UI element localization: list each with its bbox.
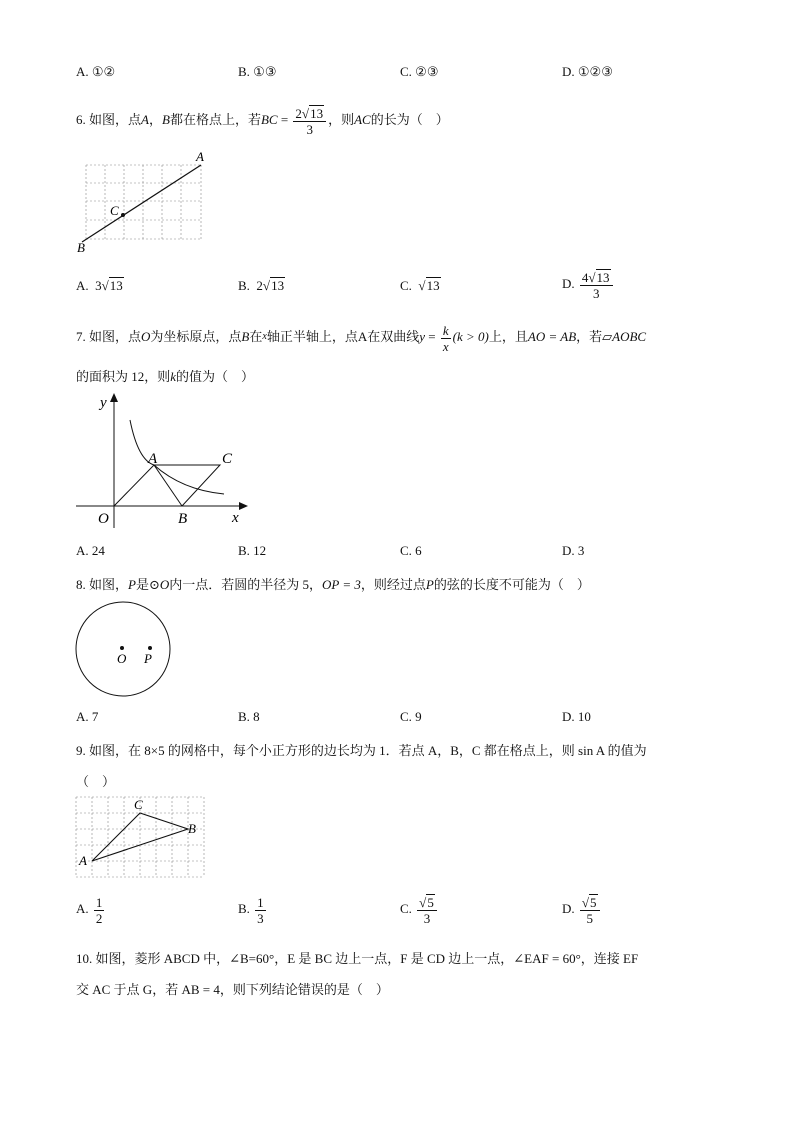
q7-label-a: A	[148, 451, 158, 467]
q9-option-c-fraction: $\frac{√5}{3}$	[417, 895, 437, 926]
q7-condition: (k > 0)	[452, 329, 489, 344]
q10-stem-line1: 10. 如图，菱形 ABCD 中，∠B=60°，E 是 BC 边上一点，F 是 CD 边上一点，∠EAF = 60°，连接 EF	[76, 951, 639, 966]
q6-bc: BC	[260, 112, 278, 127]
q9-label-a: A	[79, 853, 87, 868]
q6-label-a: A	[196, 149, 204, 164]
q6-frac-coef: 2	[295, 105, 302, 121]
q7-stem-line2	[76, 366, 254, 385]
q9-option-a	[76, 892, 106, 926]
q9-option-b	[238, 892, 268, 926]
q5-option-d: D. ①②③	[562, 64, 613, 79]
q7-label-o: O	[98, 511, 109, 527]
q8-option-a: A. 7	[76, 709, 99, 724]
q8-label-p: P	[144, 651, 152, 666]
q6-fraction: $\frac{2√13}{3}$	[293, 106, 326, 137]
q9-option-a-letter: A.	[76, 901, 89, 916]
q6-option-d-fraction: $\frac{4√13}{3}$	[580, 270, 613, 301]
q7-k-fraction	[441, 323, 451, 354]
q9-option-a-den: 2	[95, 910, 103, 926]
q6-option-a: A. 3√13	[76, 278, 123, 293]
q9-option-c-rad: 5	[427, 894, 434, 910]
q8-text: 是	[135, 577, 149, 592]
q6-point-b: B	[161, 112, 170, 127]
q6-option-d-rad: 13	[596, 269, 610, 285]
q8-p: P	[128, 577, 136, 592]
q7-equals: =	[425, 329, 439, 344]
q7-text: 上，且	[488, 329, 528, 344]
q6-option-d-coef: 4	[581, 269, 589, 285]
q7-y: y	[419, 329, 426, 344]
q9-option-c	[400, 892, 439, 926]
q7-text: 的值为（ ）	[176, 369, 255, 384]
q6-option-b-coef: 2	[256, 278, 263, 293]
q6-ac: AC	[354, 112, 371, 127]
q9-label-c: C	[134, 797, 143, 812]
q6-option-d-den: 3	[592, 285, 600, 301]
q7-k-num: k	[442, 322, 449, 338]
q6-option-b-rad: 13	[271, 278, 285, 293]
q9-option-d	[562, 892, 602, 926]
q10-stem-line2: 交 AC 于点 G，若 AB = 4，则下列结论错误的是（ ）	[76, 982, 389, 997]
q6-option-a-letter: A.	[76, 278, 89, 293]
q6-option-c: C. √13	[400, 278, 440, 293]
q7-text: 在	[249, 329, 263, 344]
q6-equals: =	[277, 112, 292, 127]
q9-option-a-num: 1	[95, 894, 103, 910]
q6-stem-text: 6. 如图，点	[76, 112, 142, 127]
q6-option-a-coef: 3	[95, 278, 102, 293]
q5-option-a: A. ①②	[76, 64, 116, 79]
q7-option-d: D. 3	[562, 543, 585, 558]
q7-k-den: x	[442, 338, 449, 354]
q6-stem-text: 的长为（ ）	[370, 112, 449, 127]
q7-option-a: A. 24	[76, 543, 105, 558]
q8-text: 内一点．若圆的半径为 5，	[169, 577, 323, 592]
q6-line-ab	[82, 165, 201, 242]
q7-option-b: B. 12	[238, 543, 267, 558]
q6-option-c-letter: C.	[400, 278, 412, 293]
q9-option-b-letter: B.	[238, 901, 250, 916]
q7-text: 在双曲线	[367, 329, 420, 344]
q6-label-c: C	[110, 203, 119, 218]
q8-option-b: B. 8	[238, 709, 260, 724]
q6-point-c-dot	[121, 213, 125, 217]
q8-op: OP = 3	[322, 577, 361, 592]
q6-frac-rad: 13	[310, 105, 324, 121]
q7-label-c: C	[222, 451, 233, 467]
q8-circle-o: ⊙O	[148, 577, 170, 592]
q8-text: ，则经过点	[360, 577, 426, 592]
q9-option-c-letter: C.	[400, 901, 412, 916]
q8-stem	[76, 574, 590, 593]
q7-option-c: C. 6	[400, 543, 422, 558]
q8-option-d: D. 10	[562, 709, 591, 724]
q6-stem-text: ，	[148, 112, 162, 127]
q7-text: 的面积为 12，则	[76, 369, 171, 384]
q9-option-b-num: 1	[257, 894, 264, 910]
q8-point-p	[148, 646, 152, 650]
q7-text: 轴正半轴上，点	[266, 329, 358, 344]
q9-option-d-fraction: $\frac{√5}{5}$	[580, 895, 600, 926]
q7-parallelogram-shape	[114, 465, 220, 506]
q8-p: P	[425, 577, 434, 592]
q7-k: k	[170, 369, 177, 384]
q6-grid-figure	[74, 148, 214, 256]
q6-stem-text: ，则	[328, 112, 355, 127]
q7-x: x	[262, 331, 267, 342]
q7-label-x: x	[232, 510, 239, 526]
q5-option-c: C. ②③	[400, 64, 439, 79]
q8-label-o: O	[117, 651, 127, 666]
q7-y-arrow	[110, 393, 118, 402]
q8-figure	[72, 600, 176, 700]
q6-option-a-rad: 13	[109, 278, 123, 293]
q7-label-y: y	[100, 395, 107, 411]
q8-point-o	[120, 646, 124, 650]
q7-label-b: B	[178, 511, 188, 527]
q9-stem-line2: （ ）	[76, 774, 116, 789]
q7-segment-ab	[154, 465, 182, 506]
q9-option-d-den: 5	[586, 910, 593, 926]
q9-stem-line1: 9. 如图，在 8×5 的网格中，每个小正方形的边长均为 1．若点 A，B，C 都在格点上，则 sin A 的值为	[76, 743, 647, 758]
q8-option-c: C. 9	[400, 709, 422, 724]
q9-option-c-den: 3	[423, 910, 431, 926]
q9-label-b: B	[188, 821, 196, 836]
q6-stem	[76, 103, 449, 137]
q8-text: 的弦的长度不可能为（ ）	[433, 577, 590, 592]
q7-text: ，若	[576, 329, 603, 344]
q7-o: O	[141, 329, 151, 344]
q5-option-b: B. ①③	[238, 64, 277, 79]
q7-stem-line1	[76, 320, 646, 354]
q7-x-arrow	[239, 502, 248, 510]
q6-label-b: B	[77, 240, 85, 255]
q9-option-d-letter: D.	[562, 901, 575, 916]
q6-point-a: A	[141, 112, 149, 127]
q7-ao-ab: AO = AB	[527, 329, 577, 344]
q6-stem-text: 都在格点上，若	[169, 112, 261, 127]
q9-option-a-fraction	[94, 895, 105, 926]
q9-option-b-den: 3	[257, 910, 264, 926]
q6-option-b: B. 2√13	[238, 278, 285, 293]
q9-option-d-rad: 5	[590, 894, 597, 910]
q7-a: A	[357, 329, 368, 344]
q7-b: B	[241, 329, 250, 344]
q9-option-b-fraction	[255, 895, 266, 926]
q7-figure	[72, 390, 252, 530]
q6-option-b-letter: B.	[238, 278, 250, 293]
q7-hyperbola	[130, 420, 224, 494]
q7-text: 7. 如图，点	[76, 329, 142, 344]
q7-text: 为坐标原点，点	[150, 329, 242, 344]
q9-grid-figure	[74, 793, 208, 879]
q8-text: 8. 如图，	[76, 577, 129, 592]
q6-option-c-rad: 13	[426, 278, 440, 293]
q6-frac-den: 3	[306, 121, 313, 137]
q6-option-d	[562, 267, 615, 301]
q6-option-d-letter: D.	[562, 276, 575, 291]
q7-parallelogram: ▱AOBC	[602, 329, 647, 344]
